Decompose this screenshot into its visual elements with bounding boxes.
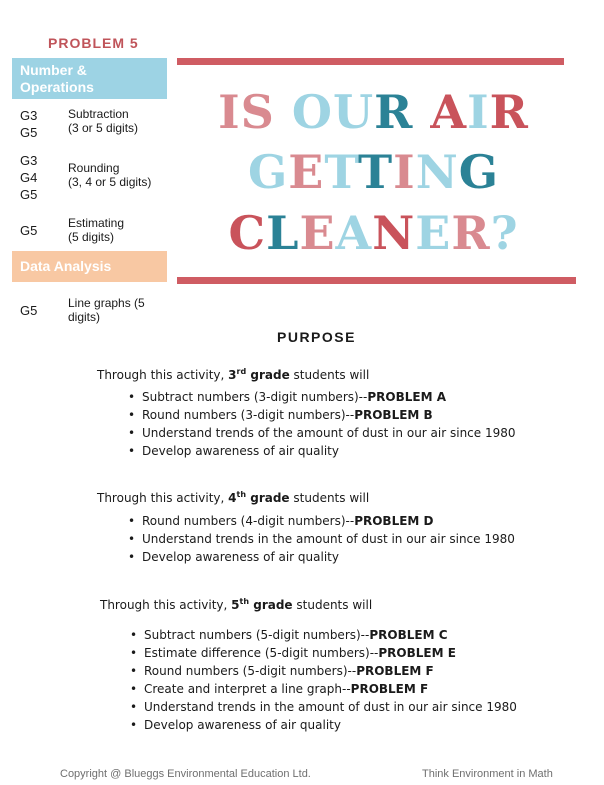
title-letter: O	[291, 85, 333, 139]
list-item: • Develop awareness of air quality	[130, 716, 517, 734]
title-letter: R	[374, 85, 414, 139]
title-letter: I	[467, 85, 490, 139]
title-letter: R	[489, 85, 529, 139]
title-letter: U	[333, 85, 375, 139]
list-item: • Understand trends in the amount of dust in our air since 1980	[128, 530, 515, 548]
title-letter: E	[299, 206, 336, 260]
list-item: • Round numbers (5-digit numbers)--PROBLEM F	[130, 662, 517, 680]
line-graphs-grades: G5	[20, 303, 38, 318]
list-item: • Estimate difference (5-digit numbers)--PROBLEM E	[130, 644, 517, 662]
title-letter	[413, 85, 430, 139]
grade5-intro: Through this activity, 5th grade students will	[100, 597, 373, 612]
title-letter: N	[415, 145, 459, 199]
subtraction-topic: Subtraction (3 or 5 digits)	[68, 107, 139, 135]
estimating-grades: G5	[20, 223, 38, 238]
title-top-bar	[177, 58, 564, 65]
title-bottom-bar	[177, 277, 576, 284]
title-letter: T	[357, 145, 394, 199]
list-item: • Understand trends of the amount of dust in our air since 1980	[128, 424, 516, 442]
title-letter: E	[415, 206, 452, 260]
subtraction-grades: G3 G5	[20, 108, 38, 140]
title-letter: C	[228, 206, 267, 260]
list-item: • Create and interpret a line graph--PROBLEM F	[130, 680, 517, 698]
title-letter: IS	[218, 85, 275, 139]
number-operations-header: Number & Operations	[12, 58, 167, 99]
title-letter: N	[372, 206, 416, 260]
title-letter	[275, 85, 292, 139]
list-item: • Develop awareness of air quality	[128, 548, 515, 566]
grade5-list	[130, 626, 517, 734]
grade3-list	[128, 388, 516, 460]
copyright-text: Copyright @ Blueggs Environmental Education Ltd.	[60, 768, 311, 780]
data-analysis-header: Data Analysis	[12, 251, 167, 282]
title-letter: G	[458, 145, 500, 199]
grade3-intro: Through this activity, 3rd grade students will	[97, 367, 370, 382]
title-line-1	[177, 84, 570, 140]
list-item: • Understand trends in the amount of dust in our air since 1980	[130, 698, 517, 716]
title-letter: E	[288, 145, 325, 199]
title-letter: G	[247, 145, 289, 199]
list-item: • Round numbers (4-digit numbers)--PROBLEM D	[128, 512, 515, 530]
title-letter: A	[335, 206, 373, 260]
rounding-topic: Rounding (3, 4 or 5 digits)	[68, 161, 152, 189]
purpose-heading: PURPOSE	[277, 329, 356, 345]
title-line-2	[177, 144, 570, 200]
footer-tagline: Think Environment in Math	[422, 768, 553, 780]
line-graphs-topic: Line graphs (5 digits)	[68, 296, 145, 324]
title-letter: R	[451, 206, 491, 260]
rounding-grades: G3 G4 G5	[20, 153, 38, 202]
title-line-3	[177, 205, 570, 261]
list-item: • Round numbers (3-digit numbers)--PROBLEM B	[128, 406, 516, 424]
list-item: • Subtract numbers (3-digit numbers)--PROBLEM A	[128, 388, 516, 406]
estimating-topic: Estimating (5 digits)	[68, 216, 125, 244]
title-letter: T	[324, 145, 358, 199]
list-item: • Subtract numbers (5-digit numbers)--PROBLEM C	[130, 626, 517, 644]
list-item: • Develop awareness of air quality	[128, 442, 516, 460]
grade4-list	[128, 512, 515, 566]
grade4-intro: Through this activity, 4th grade students will	[97, 490, 370, 505]
title-letter: ?	[490, 206, 519, 260]
problem-label: PROBLEM 5	[48, 35, 139, 51]
title-letter: L	[266, 206, 300, 260]
title-letter: A	[430, 85, 468, 139]
title-letter: I	[393, 145, 416, 199]
